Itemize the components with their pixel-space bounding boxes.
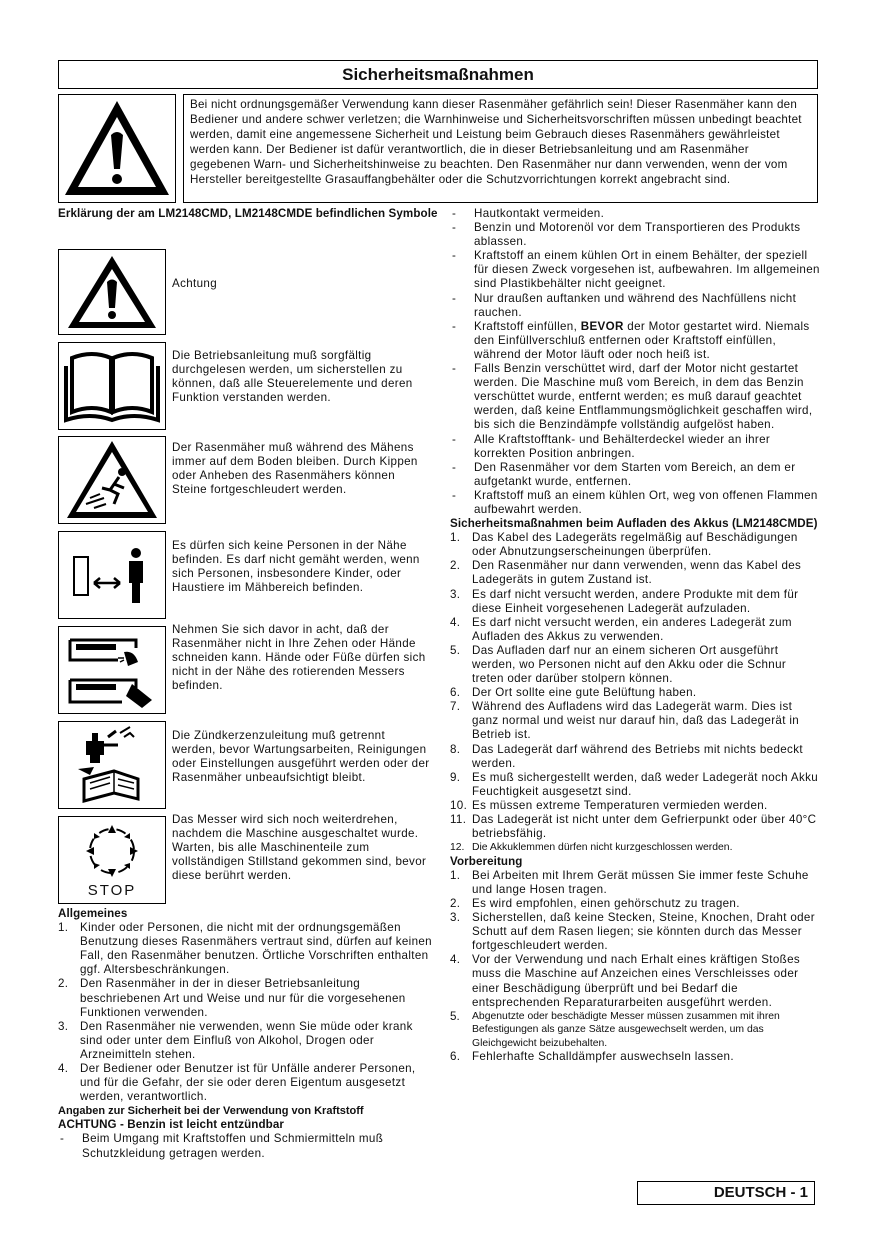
thrown-object-warning-icon: [58, 436, 166, 524]
list-item: 2. Den Rasenmäher nur dann verwenden, wenn das Kabel des Ladegeräts in gutem Zustand ist.: [450, 559, 802, 587]
list-item: 1. Das Kabel des Ladegeräts regelmäßig auf Beschädigungen oder Abnutzungserscheinungen überprüfen.: [450, 531, 798, 559]
list-item: 7. Während des Aufladens wird das Ladegerät warm. Dies ist ganz normal und weist nur darauf hin, daß das Ladegerät in Betrieb ist.: [450, 700, 800, 742]
symbol-text-keep-distance: Es dürfen sich keine Personen in der Nähe befinden. Es darf nicht gemäht werden, wenn sich Personen, insbesondere Kinder, oder Haustiere im Mähbereich befinden.: [172, 539, 420, 595]
symbol-text-achtung: Achtung: [172, 277, 217, 290]
list-item: - Alle Kraftstofftank- und Behälterdeckel wieder an ihrer korrekten Position anbringen.: [452, 432, 771, 460]
list-item: 8. Das Ladegerät darf während des Betriebs mit nichts bedeckt werden.: [450, 742, 803, 770]
list-item: - Benzin und Motorenöl vor dem Transportieren des Produkts ablassen.: [452, 221, 801, 249]
page-footer: DEUTSCH - 1: [637, 1181, 815, 1205]
list-item: - Nur draußen auftanken und während des Nachfüllens nicht rauchen.: [452, 291, 797, 319]
list-item: 11. Das Ladegerät ist nicht unter dem Gefrierpunkt oder über 40°C betriebsfähig.: [450, 813, 817, 841]
kraftstoff-subheading: ACHTUNG - Benzin ist leicht entzündbar: [58, 1118, 285, 1132]
list-item: 4. Der Bediener oder Benutzer ist für Unfälle anderer Personen, und für die Gefahr, der sie oder deren Eigentum ausgesetzt werden, verantwortlich.: [58, 1062, 416, 1104]
kraftstoff-heading: Angaben zur Sicherheit bei der Verwendung von Kraftstoff: [58, 1105, 364, 1118]
spark-plug-disconnect-icon: [58, 721, 166, 809]
list-item: 1. Kinder oder Personen, die nicht mit der ordnungsgemäßen Benutzung dieses Rasenmähers vertraut sind, dürfen auf keinen Fall, den Rasenmäher benutzen. Örtliche Vorschriften enthalten ggf. Altersbeschränkungen.: [58, 921, 432, 977]
list-item: 5. Abgenutzte oder beschädigte Messer müssen zusammen mit ihren Befestigungen als ganze Sätze ausgewechselt werden, um das Gleichgewicht beizubehalten.: [450, 1009, 780, 1049]
list-item: - Kraftstoff an einem kühlen Ort in einem Behälter, der speziell für diesen Zweck vorgesehen ist, aufbewahren. Im allgemeinen sind Plastikbehälter nicht geeignet.: [452, 249, 820, 291]
akku-heading: Sicherheitsmaßnahmen beim Aufladen des Akkus (LM2148CMDE): [450, 517, 818, 531]
left-column-lower: [58, 907, 436, 1161]
list-item: 2. Den Rasenmäher in der in dieser Betriebsanleitung beschriebenen Art und Weise und nur für die vorgesehenen Funktionen verwenden.: [58, 977, 406, 1019]
symbol-text-thrown-objects: Der Rasenmäher muß während des Mähens immer auf dem Boden bleiben. Durch Kippen oder Anheben des Rasenmähers können Steine fortgeschleudert werden.: [172, 441, 418, 497]
stop-label: STOP: [87, 882, 137, 899]
vorbereitung-heading: Vorbereitung: [450, 854, 523, 868]
list-item: 3. Es darf nicht versucht werden, andere Produkte mit dem für diese Einheit vorgesehenen Ladegerät aufzuladen.: [450, 587, 799, 615]
list-item: - Kraftstoff einfüllen, BEVOR der Motor gestartet wird. Niemals den Einfüllverschluß entfernen oder Kraftstoff einfüllen, während der Motor läuft oder noch heiß ist.: [452, 319, 810, 361]
symbol-text-blade-stop: Das Messer wird sich noch weiterdrehen, nachdem die Maschine ausgeschaltet wurde. Warten, bis alle Maschinenteile zum vollständigen Stillstand gekommen sind, bevor diese berührt werden.: [172, 813, 427, 883]
list-item: 9. Es muß sichergestellt werden, daß weder Ladegerät noch Akku Feuchtigkeit ausgesetzt sind.: [450, 770, 819, 798]
allgemeines-heading: Allgemeines: [58, 907, 128, 920]
symbol-text-spark-plug: Die Zündkerzenzuleitung muß getrennt werden, bevor Wartungsarbeiten, Reinigungen oder Einstellungen ausgeführt werden oder der Rasenmäher unbeaufsichtigt bleibt.: [172, 729, 430, 785]
intro-warning-text: Bei nicht ordnungsgemäßer Verwendung kann dieser Rasenmäher gefährlich sein! Dieser Rasenmäher kann den Bediener und andere schwer verletzen; die Warnhinweise und Sicherheitsvorschriften müssen unbedingt beachtet werden, damit eine angemessene Sicherheit und Leistung beim Gebrauch dieses Rasenmähers gewährleistet werden kann. Der Bediener ist dafür verantwortlich, die in dieser Betriebsanleitung und am Rasenmäher gegebenen Warn- und Sicherheitshinweise zu beachten. Den Rasenmäher nur dann verwenden, wenn der vom Hersteller bereitgestellte Grasauffangbehälter oder die Schutzvorrichtungen korrekt angebracht sind.: [183, 94, 818, 203]
manual-book-icon: [58, 342, 166, 430]
list-item: 1. Bei Arbeiten mit Ihrem Gerät müssen Sie immer feste Schuhe und lange Hosen tragen.: [450, 868, 809, 896]
list-item: - Hautkontakt vermeiden.: [452, 207, 605, 220]
list-item: 4. Vor der Verwendung und nach Erhalt eines kräftigen Stoßes muss die Maschine auf Anzeichen eines Verschleisses oder einer Beschädigung überprüft und bei Bedarf die entsprechenden Reparaturarbeiten ausgeführt werden.: [450, 953, 801, 1009]
list-item: - Den Rasenmäher vor dem Starten vom Bereich, an dem er aufgetankt wurde, entfernen.: [452, 460, 796, 488]
list-item: 6. Fehlerhafte Schalldämpfer auswechseln lassen.: [450, 1050, 734, 1064]
list-item: - Beim Umgang mit Kraftstoffen und Schmiermitteln muß Schutzkleidung getragen werden.: [60, 1132, 384, 1160]
symbol-text-blade-hands: Nehmen Sie sich davor in acht, daß der Rasenmäher nicht in Ihre Zehen oder Hände schneiden kann. Hände oder Füße dürfen sich nicht in der Nähe des rotierenden Messers befinden.: [172, 623, 426, 693]
keep-distance-icon: [58, 531, 166, 619]
list-item: 10. Es müssen extreme Temperaturen vermieden werden.: [450, 798, 768, 812]
list-item: - Kraftstoff muß an einem kühlen Ort, weg von offenen Flammen aufbewahrt werden.: [452, 488, 818, 516]
list-item: 2. Es wird empfohlen, einen gehörschutz zu tragen.: [450, 897, 740, 910]
page-title: Sicherheitsmaßnahmen: [58, 60, 818, 89]
right-column: [450, 207, 820, 1064]
warning-triangle-icon: [58, 94, 176, 203]
list-item: 5. Das Aufladen darf nur an einem sicheren Ort ausgeführt werden, wo Personen nicht auf den Akku oder die Schnur treten oder darüber stolpern können.: [450, 643, 787, 686]
list-item: 6. Der Ort sollte eine gute Belüftung haben.: [450, 686, 697, 700]
list-item: 12. Die Akkuklemmen dürfen nicht kurzgeschlossen werden.: [450, 842, 733, 854]
list-item: 3. Sicherstellen, daß keine Stecken, Steine, Knochen, Draht oder Schutt auf dem Rasen liegen; sie könnten durch das Messer fortgeschleudert werden.: [450, 911, 815, 953]
warning-triangle-icon: [58, 249, 166, 335]
list-item: 4. Es darf nicht versucht werden, ein anderes Ladegerät zum Aufladen des Akkus zu verwenden.: [450, 615, 792, 643]
blade-hand-foot-icon: [58, 626, 166, 714]
list-item: - Falls Benzin verschüttet wird, darf der Motor nicht gestartet werden. Die Maschine muß vom Bereich, in dem das Benzin verschüttet wurde, entfernt werden; es muß darauf geachtet werden, daß keine Entflammungsmöglichkeit geschaffen wird, bis sich die Benzindämpfe vollständig aufgelöst haben.: [452, 362, 813, 432]
symbol-text-manual: Die Betriebsanleitung muß sorgfältig durchgelesen werden, um sicherstellen zu können, daß alle Steuerelemente und deren Funktion verstanden werden.: [172, 349, 413, 405]
list-item: 3. Den Rasenmäher nie verwenden, wenn Sie müde oder krank sind oder unter dem Einfluß von Alkohol, Drogen oder Arzneimitteln stehen.: [58, 1019, 413, 1061]
symbols-heading: Erklärung der am LM2148CMD, LM2148CMDE befindlichen Symbole: [58, 207, 438, 220]
blade-stop-icon: [58, 816, 166, 904]
